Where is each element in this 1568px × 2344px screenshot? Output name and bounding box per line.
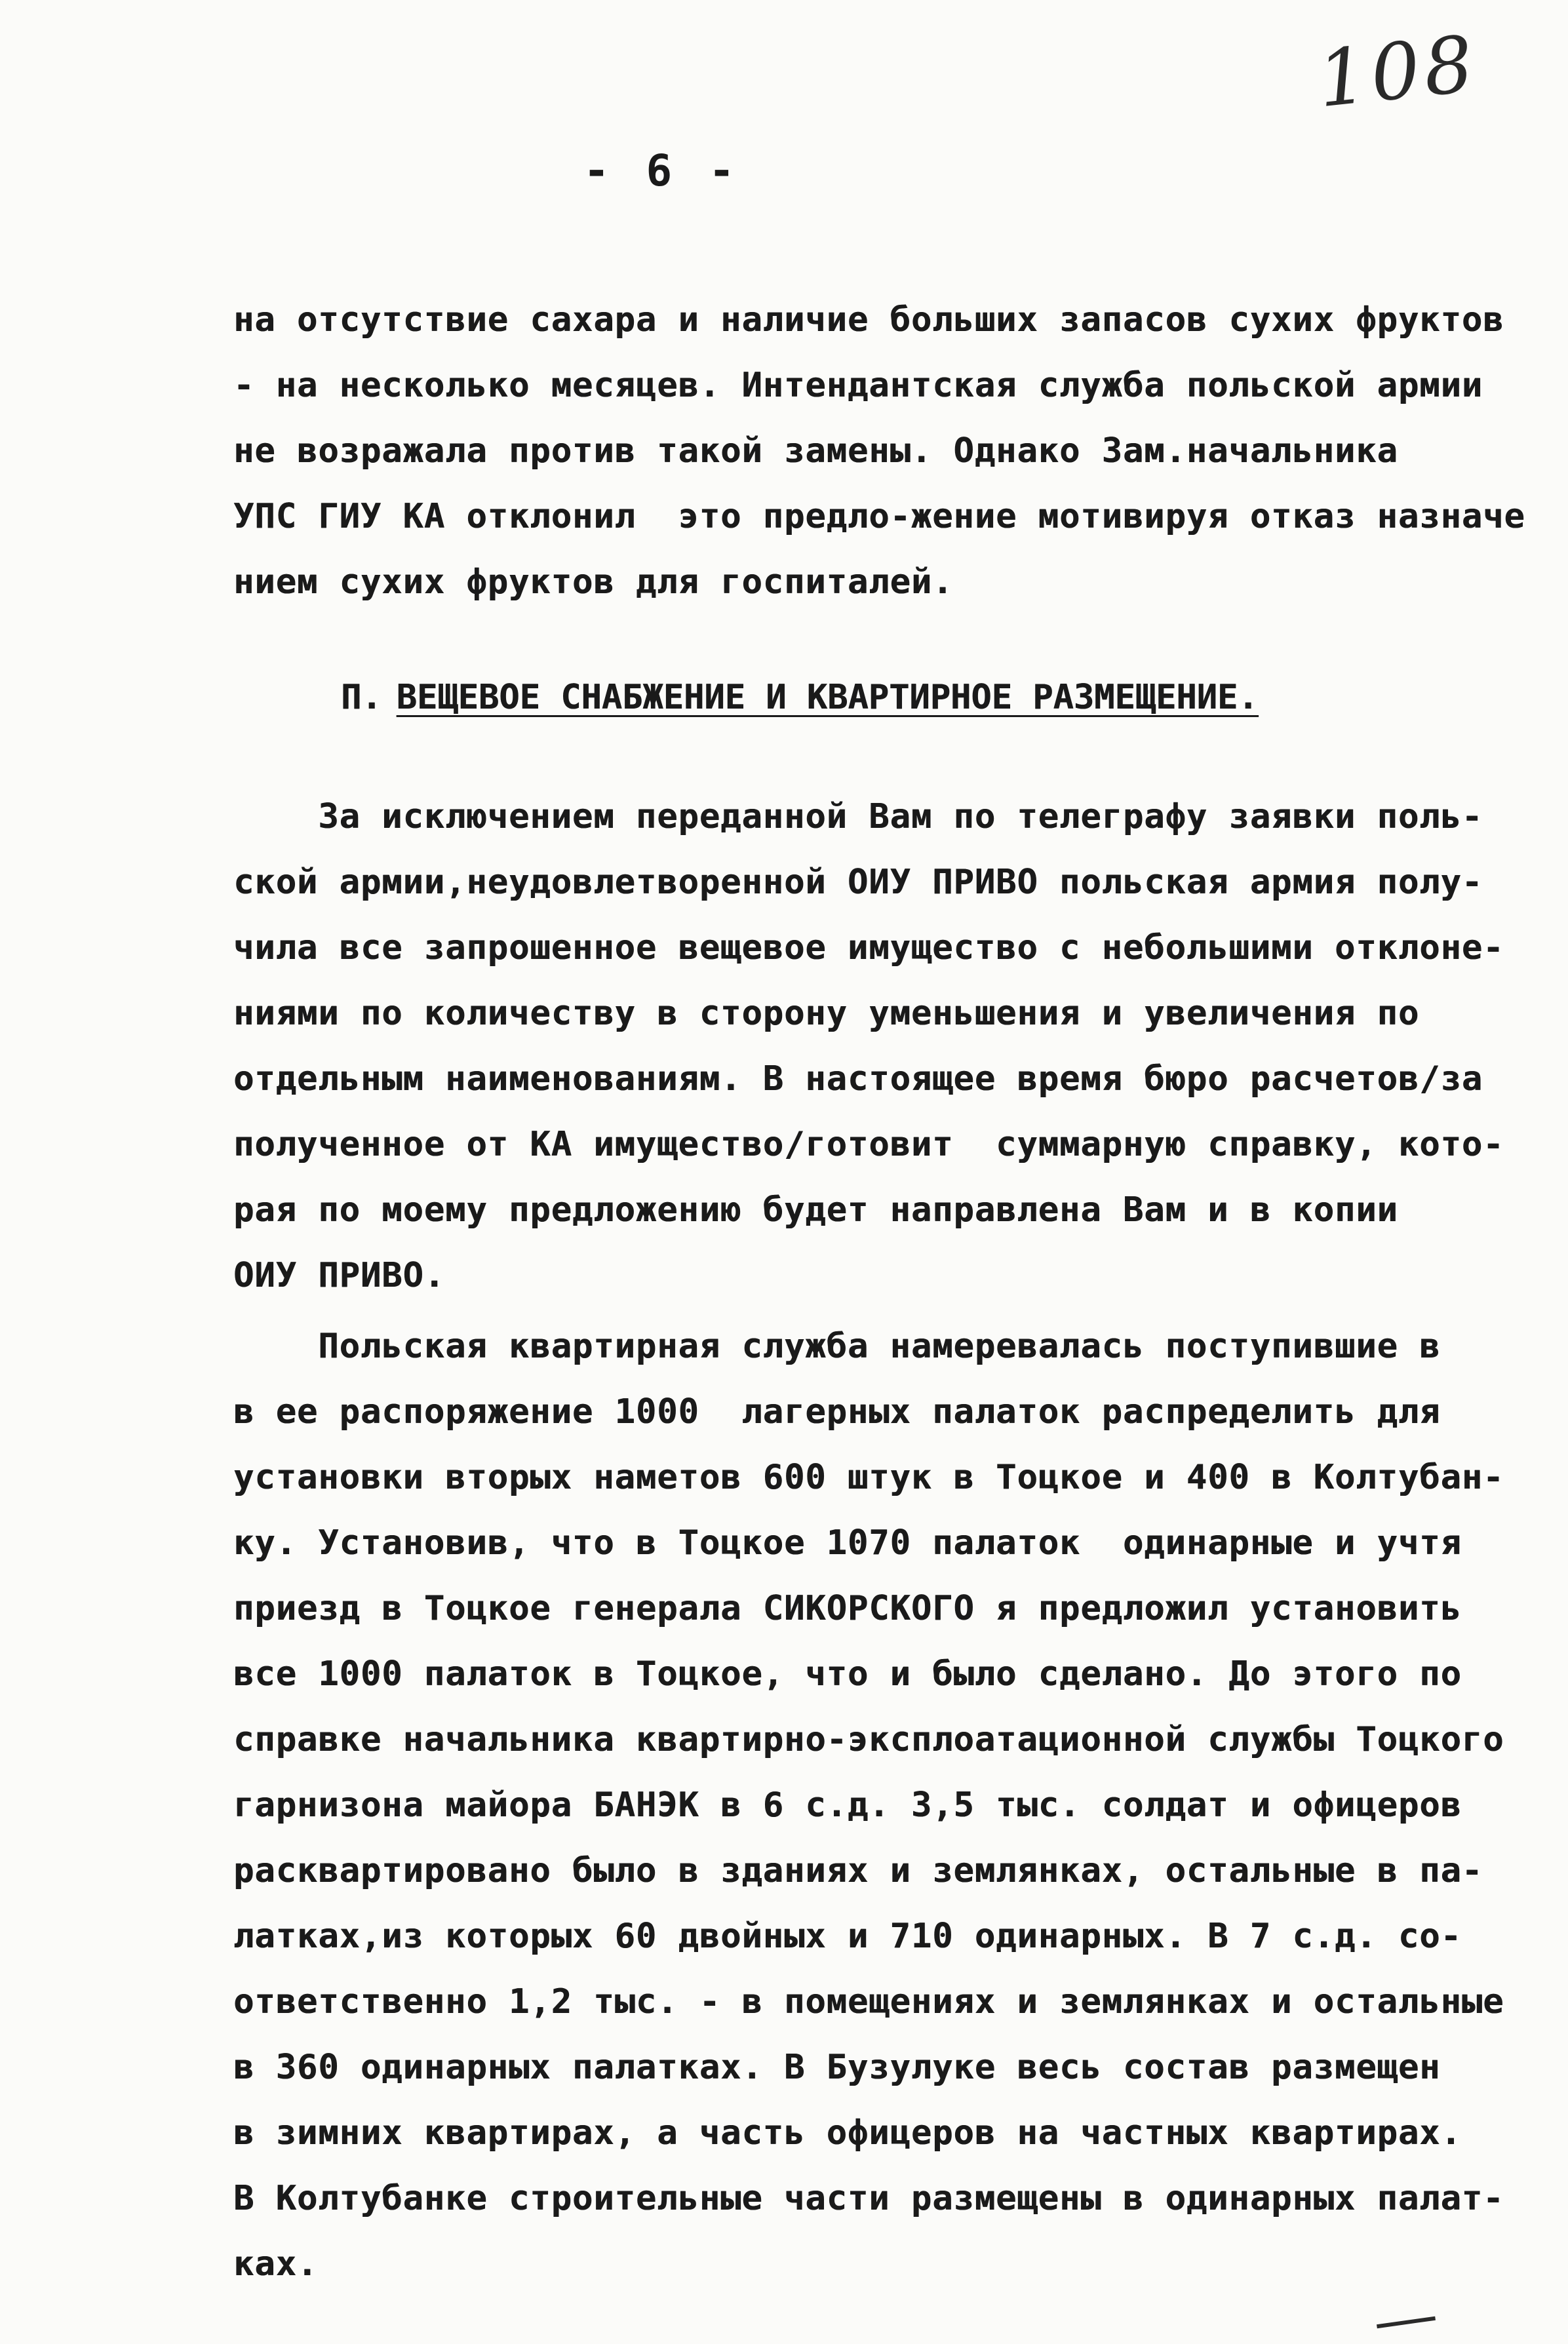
- para2-line-7: рая по моему предложению будет направлена Вам и в копии: [233, 1190, 1398, 1230]
- para3-line-1: Польская квартирная служба намеревалась поступившие в: [233, 1327, 1441, 1366]
- para1-line-1: на отсутствие сахара и наличие больших запасов сухих фруктов: [233, 300, 1504, 340]
- section-heading: [341, 678, 1259, 717]
- section-title: ВЕЩЕВОЕ СНАБЖЕНИЕ И КВАРТИРНОЕ РАЗМЕЩЕНИЕ.: [396, 678, 1259, 717]
- para3-line-4: ку. Установив, что в Тоцкое 1070 палаток одинарные и учтя: [233, 1523, 1462, 1563]
- page-number: - 6 -: [583, 146, 740, 196]
- para3-line-11: ответственно 1,2 тыс. - в помещениях и землянках и остальные: [233, 1982, 1504, 2022]
- para3-line-6: все 1000 палаток в Тоцкое, что и было сделано. До этого по: [233, 1654, 1462, 1694]
- para3-line-12: в 360 одинарных палатках. В Бузулуке весь состав размещен: [233, 2048, 1441, 2087]
- archive-number: 108: [1313, 18, 1481, 125]
- para2-line-2: ской армии,неудовлетворенной ОИУ ПРИВО польская армия полу-: [233, 863, 1483, 902]
- para3-line-10: латках,из которых 60 двойных и 710 одинарных. В 7 с.д. со-: [233, 1917, 1462, 1956]
- para1-line-2: - на несколько месяцев. Интендантская служба польской армии: [233, 366, 1483, 405]
- para2-line-8: ОИУ ПРИВО.: [233, 1256, 446, 1295]
- para3-line-3: установки вторых наметов 600 штук в Тоцкое и 400 в Колтубан-: [233, 1458, 1504, 1497]
- pen-stroke-mark: [1377, 2316, 1436, 2328]
- para1-line-3: не возражала против такой замены. Однако Зам.начальника: [233, 431, 1398, 471]
- para2-line-3: чила все запрошенное вещевое имущество с небольшими отклоне-: [233, 928, 1504, 967]
- para3-line-5: приезд в Тоцкое генерала СИКОРСКОГО я предложил установить: [233, 1589, 1462, 1628]
- para3-line-2: в ее распоряжение 1000 лагерных палаток распределить для: [233, 1392, 1441, 1432]
- para2-line-4: ниями по количеству в сторону уменьшения и увеличения по: [233, 994, 1420, 1033]
- para2-line-1: За исключением переданной Вам по телеграфу заявки поль-: [233, 797, 1483, 836]
- para3-line-13: в зимних квартирах, а часть офицеров на частных квартирах.: [233, 2113, 1462, 2153]
- para3-line-8: гарнизона майора БАНЭК в 6 с.д. 3,5 тыс. солдат и офицеров: [233, 1786, 1462, 1825]
- para3-line-9: расквартировано было в зданиях и землянках, остальные в па-: [233, 1851, 1483, 1890]
- para2-line-6: полученное от КА имущество/готовит суммарную справку, кото-: [233, 1125, 1504, 1164]
- para3-line-7: справке начальника квартирно-эксплоатационной службы Тоцкого: [233, 1720, 1504, 1759]
- para1-line-5: нием сухих фруктов для госпиталей.: [233, 562, 954, 602]
- para3-line-15: ках.: [233, 2244, 319, 2284]
- section-number: П.: [341, 678, 382, 717]
- para1-line-4: УПС ГИУ КА отклонил это предло-жение мотивируя отказ назначе: [233, 497, 1525, 536]
- para2-line-5: отдельным наименованиям. В настоящее время бюро расчетов/за: [233, 1059, 1483, 1099]
- para3-line-14: В Колтубанке строительные части размещены в одинарных палат-: [233, 2179, 1504, 2218]
